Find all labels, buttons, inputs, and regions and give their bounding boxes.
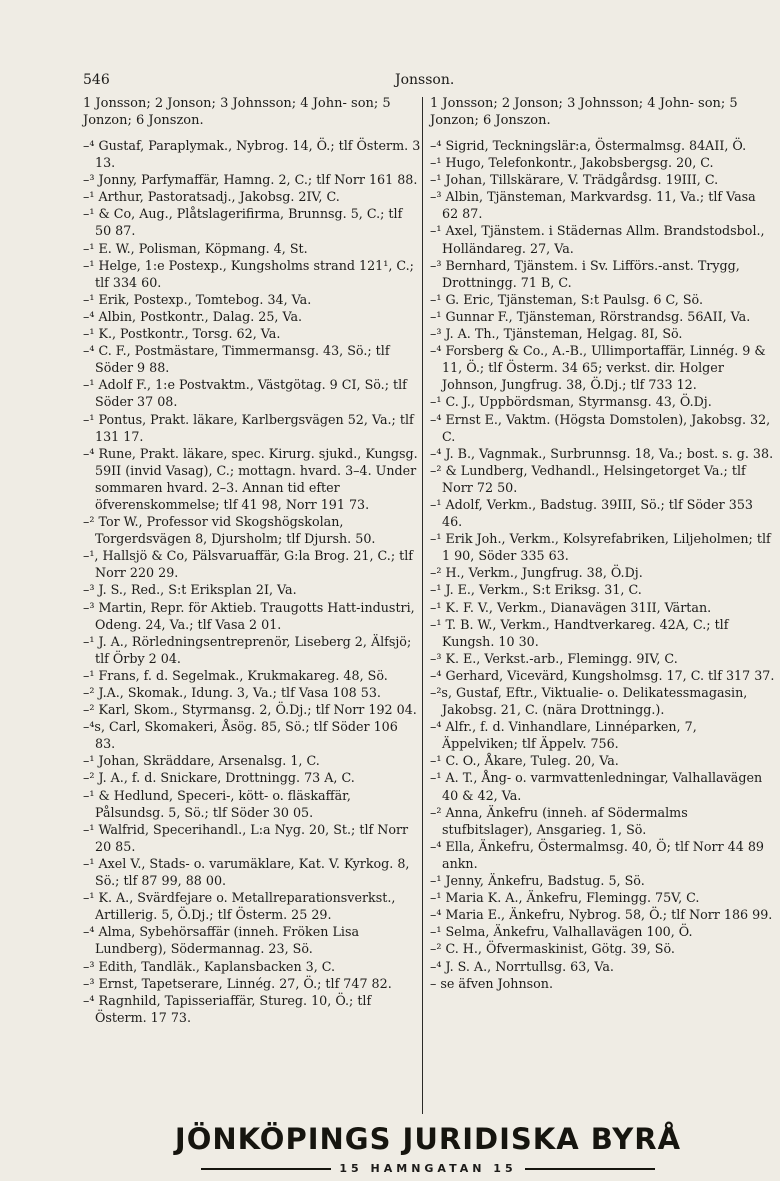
directory-entry: –¹ Walfrid, Specerihandl., L:a Nyg. 20, St.; tlf Norr 20 85.: [83, 821, 409, 854]
directory-entry: –⁴ Forsberg & Co., A.-B., Ullimportaffär, Linnég. 9 & 11, Ö.; tlf Österm. 34 65; verkst. dir. Holger Johnson, Jungfrug. 38, Ö.Dj.; tlf 733 12.: [430, 343, 766, 393]
directory-entry: –⁴ Sigrid, Teckningslär:a, Östermalmsg. 84AII, Ö.: [430, 138, 747, 153]
directory-entry: – se äfven Johnson.: [430, 975, 553, 991]
directory-entry: –¹ Gunnar F., Tjänsteman, Rörstrandsg. 56AII, Va.: [430, 308, 751, 324]
directory-entry: –² J. A., f. d. Snickare, Drottningg. 73 A, C.: [83, 770, 355, 786]
directory-entry: –³ Ernst, Tapetserare, Linnég. 27, Ö.; tlf 747 82.: [83, 975, 392, 991]
running-head: Jonsson.: [395, 72, 455, 88]
directory-entry: –⁴ Gerhard, Vicevärd, Kungsholmsg. 17, C. tlf 317 37.: [430, 667, 775, 683]
right-entry-list: [430, 137, 775, 992]
directory-entry: –⁴ J. S. A., Norrtullsg. 63, Va.: [430, 958, 614, 974]
directory-entry: –¹ T. B. W., Verkm., Handtverkareg. 42A, C.; tlf Kungsh. 10 30.: [430, 616, 729, 649]
directory-entry: –¹ Hugo, Telefonkontr., Jakobsbergsg. 20, C.: [430, 155, 714, 171]
directory-entry: –⁴ Albin, Postkontr., Dalag. 25, Va.: [83, 308, 303, 324]
directory-entry: –³ Bernhard, Tjänstem. i Sv. Lifförs.-anst. Trygg, Drottningg. 71 B, C.: [430, 257, 740, 290]
column-divider: [422, 97, 423, 1114]
directory-entry: –⁴ Maria E., Änkefru, Nybrog. 58, Ö.; tlf Norr 186 99.: [430, 907, 773, 923]
directory-entry: –⁴ J. B., Vagnmak., Surbrunnsg. 18, Va.; bost. s. g. 38.: [430, 445, 774, 461]
directory-entry: –¹ G. Eric, Tjänsteman, S:t Paulsg. 6 C, Sö.: [430, 291, 703, 307]
directory-entry: –² Tor W., Professor vid Skogshögskolan, Torgerdsvägen 8, Djursholm; tlf Djursh. 50.: [83, 514, 376, 547]
directory-entry: –² & Lundberg, Vedhandl., Helsingetorget Va.; tlf Norr 72 50.: [430, 462, 746, 495]
right-column: [430, 95, 775, 992]
left-entry-list: [83, 137, 421, 1026]
directory-entry: –¹ Erik, Postexp., Tomtebog. 34, Va.: [83, 291, 312, 307]
directory-entry: –¹ & Co, Aug., Plåtslagerifirma, Brunnsg. 5, C.; tlf 50 87.: [83, 206, 403, 239]
directory-entry: –¹ Axel V., Stads- o. varumäklare, Kat. V. Kyrkog. 8, Sö.; tlf 87 99, 88 00.: [83, 855, 410, 889]
directory-entry: –⁴ Ernst E., Vaktm. (Högsta Domstolen), Jakobsg. 32, C.: [430, 411, 771, 444]
directory-entry: –⁴ Ella, Änkefru, Östermalmsg. 40, Ö; tlf Norr 44 89 ankn.: [430, 838, 764, 871]
directory-entry: –¹ Helge, 1:e Postexp., Kungsholms strand 121¹, C.; tlf 334 60.: [83, 257, 414, 290]
directory-entry: –¹ Arthur, Pastoratsadj., Jakobsg. 2IV, C.: [83, 189, 340, 205]
footer-advert-title: JÖNKÖPINGS JURIDISKA BYRÅ: [174, 1122, 682, 1156]
directory-entry: –¹ Pontus, Prakt. läkare, Karlbergsvägen 52, Va.; tlf 131 17.: [83, 411, 414, 444]
directory-entry: –² J.A., Skomak., Idung. 3, Va.; tlf Vasa 108 53.: [83, 685, 381, 700]
directory-entry: –³ Jonny, Parfymaffär, Hamng. 2, C.; tlf Norr 161 88.: [83, 172, 418, 188]
directory-entry: –¹ Maria K. A., Änkefru, Flemingg. 75V, C.: [430, 890, 700, 906]
directory-entry: –²s, Gustaf, Eftr., Viktualie- o. Delikatessmagasin, Jakobsg. 21, C. (nära Drottningg.).: [430, 685, 748, 718]
directory-entry: –³ Martin, Repr. för Aktieb. Traugotts Hatt-industri, Odeng. 24, Va.; tlf Vasa 2 01.: [83, 599, 415, 632]
page-number: 546: [83, 72, 110, 88]
directory-entry: –¹ C. O., Åkare, Tuleg. 20, Va.: [430, 753, 619, 769]
directory-entry: –³ Edith, Tandläk., Kaplansbacken 3, C.: [83, 958, 336, 974]
directory-entry: –² H., Verkm., Jungfrug. 38, Ö.Dj.: [430, 565, 643, 581]
directory-entry: –³ K. E., Verkst.-arb., Flemingg. 9IV, C.: [430, 650, 678, 666]
directory-entry: –¹ J. A., Rörledningsentreprenör, Liseberg 2, Älfsjö; tlf Örby 2 04.: [83, 633, 412, 666]
directory-entry: –⁴ Alma, Sybehörsaffär (inneh. Fröken Lisa Lundberg), Södermannag. 23, Sö.: [83, 924, 360, 957]
directory-entry: –⁴ C. F., Postmästare, Timmermansg. 43, Sö.; tlf Söder 9 88.: [83, 343, 390, 376]
directory-entry: –¹ E. W., Polisman, Köpmang. 4, St.: [83, 240, 308, 256]
directory-entry: –² C. H., Öfvermaskinist, Götg. 39, Sö.: [430, 941, 675, 957]
directory-entry: –³ Albin, Tjänsteman, Markvardsg. 11, Va.; tlf Vasa 62 87.: [430, 189, 756, 222]
footer-rule-left: [201, 1168, 331, 1170]
directory-entry: –¹, Hallsjö & Co, Pälsvaruaffär, G:la Brog. 21, C.; tlf Norr 220 29.: [83, 548, 413, 581]
left-column: [83, 95, 421, 1026]
footer-advert-subtitle: [83, 1162, 773, 1175]
directory-entry: –¹ K. A., Svärdfejare o. Metallreparationsverkst., Artillerig. 5, Ö.Dj.; tlf Österm. 25 29.: [83, 890, 396, 923]
directory-entry: –¹ K., Postkontr., Torsg. 62, Va.: [83, 326, 281, 342]
directory-entry: –¹ Johan, Tillskärare, V. Trädgårdsg. 19III, C.: [430, 172, 719, 188]
directory-entry: –⁴s, Carl, Skomakeri, Åsög. 85, Sö.; tlf Söder 106 83.: [83, 719, 398, 752]
directory-entry: –¹ & Hedlund, Speceri-, kött- o. fläskaffär, Pålsundsg. 5, Sö.; tlf Söder 30 05.: [83, 787, 351, 820]
directory-entry: –⁴ Ragnhild, Tapisseriaffär, Stureg. 10, Ö.; tlf Österm. 17 73.: [83, 992, 372, 1025]
directory-entry: –¹ A. T., Ång- o. varmvattenledningar, Valhallavägen 40 & 42, Va.: [430, 770, 763, 803]
directory-entry: –¹ Axel, Tjänstem. i Städernas Allm. Brandstodsbol., Holländareg. 27, Va.: [430, 223, 765, 256]
directory-entry: –³ J. S., Red., S:t Eriksplan 2I, Va.: [83, 582, 297, 598]
directory-entry: –¹ Erik Joh., Verkm., Kolsyrefabriken, Liljeholmen; tlf 1 90, Söder 335 63.: [430, 531, 771, 564]
directory-entry: –¹ Selma, Änkefru, Valhallavägen 100, Ö.: [430, 924, 693, 940]
directory-entry: –¹ Johan, Skräddare, Arsenalsg. 1, C.: [83, 753, 320, 769]
directory-entry: –¹ Adolf, Verkm., Badstug. 39III, Sö.; tlf Söder 353 46.: [430, 496, 753, 530]
directory-entry: –⁴ Rune, Prakt. läkare, spec. Kirurg. sjukd., Kungsg. 59II (invid Vasag), C.; mottagn. hvard. 3–4. Under sommaren hvard. 2–3. Annan tid efter öfverenskommelse; tlf 41 98, Norr 191 73.: [83, 445, 418, 512]
directory-entry: –² Anna, Änkefru (inneh. af Södermalms stufbitslager), Ansgarieg. 1, Sö.: [430, 804, 688, 837]
directory-entry: –⁴ Gustaf, Paraplymak., Nybrog. 14, Ö.; tlf Österm. 3 13.: [83, 138, 421, 171]
right-column-heading: 1 Jonsson; 2 Jonson; 3 Johnsson; 4 John- son; 5 Jonzon; 6 Jonszon.: [430, 96, 738, 128]
left-column-heading: 1 Jonsson; 2 Jonson; 3 Johnsson; 4 John- son; 5 Jonzon; 6 Jonszon.: [83, 96, 391, 128]
directory-entry: –¹ J. E., Verkm., S:t Eriksg. 31, C.: [430, 582, 642, 598]
directory-entry: –⁴ Alfr., f. d. Vinhandlare, Linnéparken, 7, Äppelviken; tlf Äppelv. 756.: [430, 719, 697, 752]
directory-entry: –³ J. A. Th., Tjänsteman, Helgag. 8I, Sö.: [430, 326, 683, 342]
directory-entry: –¹ Adolf F., 1:e Postvaktm., Västgötag. 9 CI, Sö.; tlf Söder 37 08.: [83, 377, 407, 410]
footer-address: 15 HAMNGATAN 15: [339, 1162, 517, 1175]
directory-entry: –¹ Frans, f. d. Segelmak., Krukmakareg. 48, Sö.: [83, 667, 388, 683]
directory-entry: –¹ C. J., Uppbördsman, Styrmansg. 43, Ö.Dj.: [430, 394, 712, 410]
directory-entry: –¹ Jenny, Änkefru, Badstug. 5, Sö.: [430, 873, 645, 889]
footer-rule-right: [525, 1168, 655, 1170]
directory-entry: –² Karl, Skom., Styrmansg. 2, Ö.Dj.; tlf Norr 192 04.: [83, 702, 417, 718]
directory-entry: –¹ K. F. V., Verkm., Dianavägen 31II, Värtan.: [430, 599, 712, 615]
